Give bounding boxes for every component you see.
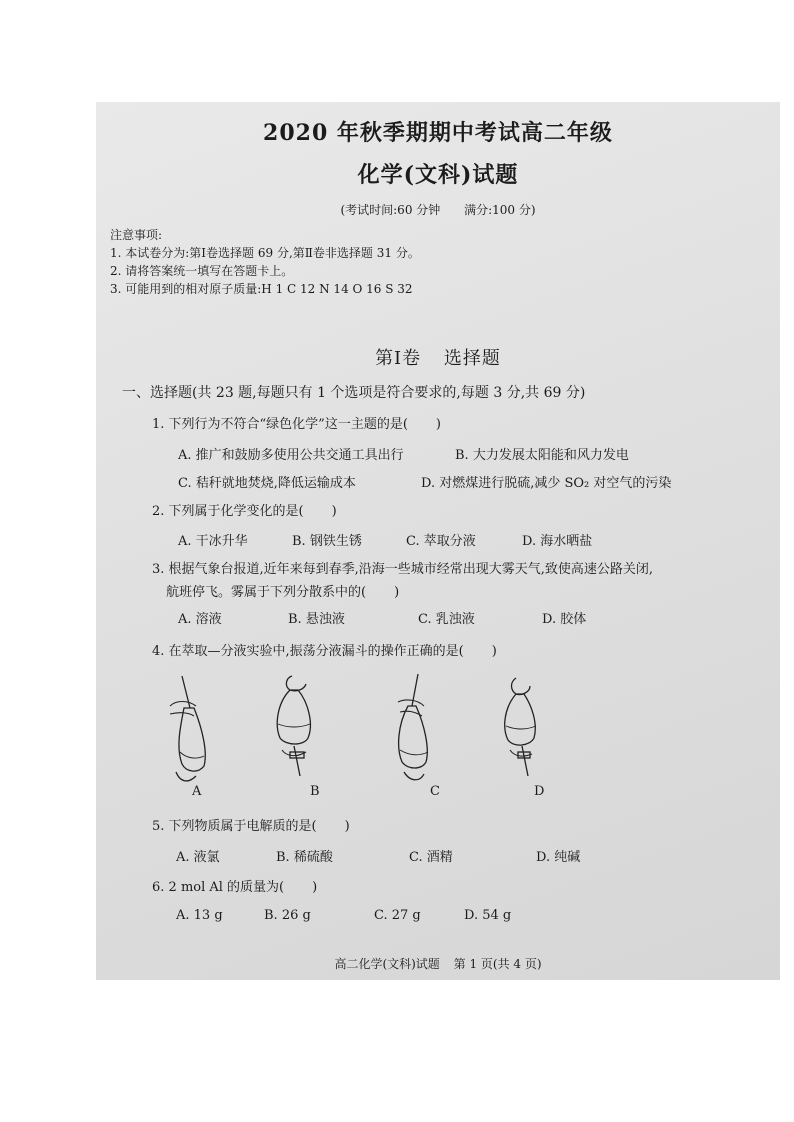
question-5-option-b: B. 稀硫酸 [276,850,333,865]
question-1-option-b: B. 大力发展太阳能和风力发电 [455,448,629,463]
question-6-option-c: C. 27 g [374,908,421,923]
question-stem-text: 6. 2 mol Al 的质量为( [152,880,285,895]
exam-info [96,201,780,218]
full-score: 满分:100 分) [464,203,536,217]
question-2-option-c: C. 萃取分液 [406,534,476,549]
answer-paren: ) [331,504,337,519]
exam-paper-sheet [96,102,780,980]
question-stem-text: 4. 在萃取—分液实验中,振荡分液漏斗的操作正确的是( [152,644,464,659]
question-2-option-a: A. 干冰升华 [178,534,248,549]
funnel-illustrations [166,672,586,802]
answer-paren: ) [312,880,318,895]
answer-paren: ) [344,819,350,834]
question-stem-text: 2. 下列属于化学变化的是( [152,504,304,519]
funnel-illustration-b [277,676,310,776]
question-1-option-c: C. 秸秆就地焚烧,降低运输成本 [178,476,356,491]
section-title [96,344,780,370]
figure-label-d: D [534,784,545,799]
question-6-option-d: D. 54 g [464,908,512,923]
exam-title: 2020 年秋季期期中考试高二年级 [263,120,613,146]
question-3-stem: 3. 根据气象台报道,近年来每到春季,沿海一些城市经常出现大雾天气,致使高速公路关闭, [152,562,654,577]
question-3-option-c: C. 乳浊液 [418,612,475,627]
question-1-option-a: A. 推广和鼓励多使用公共交通工具出行 [178,448,404,463]
question-5-option-a: A. 液氯 [176,850,220,865]
question-2-stem [152,500,337,519]
figure-label-a: A [192,784,202,799]
question-6-option-a: A. 13 g [176,908,223,923]
question-3-option-b: B. 悬浊液 [288,612,345,627]
question-stem-text: 航班停飞。雾属于下列分散系中的( [166,585,367,600]
answer-paren: ) [435,417,441,432]
exam-subtitle: 化学(文科)试题 [357,162,519,188]
question-3-stem-line2 [166,581,399,600]
section-volume: 第Ⅰ卷 [375,348,422,369]
notice-item: 1. 本试卷分为:第Ⅰ卷选择题 69 分,第Ⅱ卷非选择题 31 分。 [110,246,420,260]
question-2-option-d: D. 海水晒盐 [522,534,593,549]
notice-item: 2. 请将答案统一填写在答题卡上。 [110,264,294,278]
question-3-option-a: A. 溶液 [178,612,222,627]
question-1-stem [152,413,441,432]
footer-page-number: 第 1 页(共 4 页) [453,957,542,971]
question-2-option-b: B. 钢铁生锈 [292,534,362,549]
question-stem-text: 1. 下列行为不符合“绿色化学”这一主题的是( [152,417,408,432]
question-stem-text: 5. 下列物质属于电解质的是( [152,819,317,834]
question-6-option-b: B. 26 g [264,908,311,923]
notice-heading: 注意事项: [110,228,163,242]
funnel-illustration-a [170,676,205,781]
funnel-illustration-d [505,678,536,776]
question-5-option-c: C. 酒精 [409,850,453,865]
notice-item: 3. 可能用到的相对原子质量:H 1 C 12 N 14 O 16 S 32 [110,282,413,296]
figure-label-c: C [430,784,440,799]
question-1-option-d: D. 对燃煤进行脱硫,减少 SO₂ 对空气的污染 [421,476,672,491]
page-footer [96,955,780,972]
part-intro: 一、选择题(共 23 题,每题只有 1 个选项是符合要求的,每题 3 分,共 69 分) [122,385,586,401]
exam-time: (考试时间:60 分钟 [340,203,441,217]
separatory-funnel-figure [166,672,586,802]
question-5-option-d: D. 纯碱 [536,850,581,865]
figure-label-b: B [310,784,320,799]
question-4-stem [152,640,497,659]
funnel-illustration-c [398,674,428,780]
question-6-stem [152,876,317,895]
section-name: 选择题 [443,348,501,369]
answer-paren: ) [394,585,400,600]
footer-subject: 高二化学(文科)试题 [334,957,440,971]
question-3-option-d: D. 胶体 [542,612,587,627]
answer-paren: ) [491,644,497,659]
question-5-stem [152,815,350,834]
